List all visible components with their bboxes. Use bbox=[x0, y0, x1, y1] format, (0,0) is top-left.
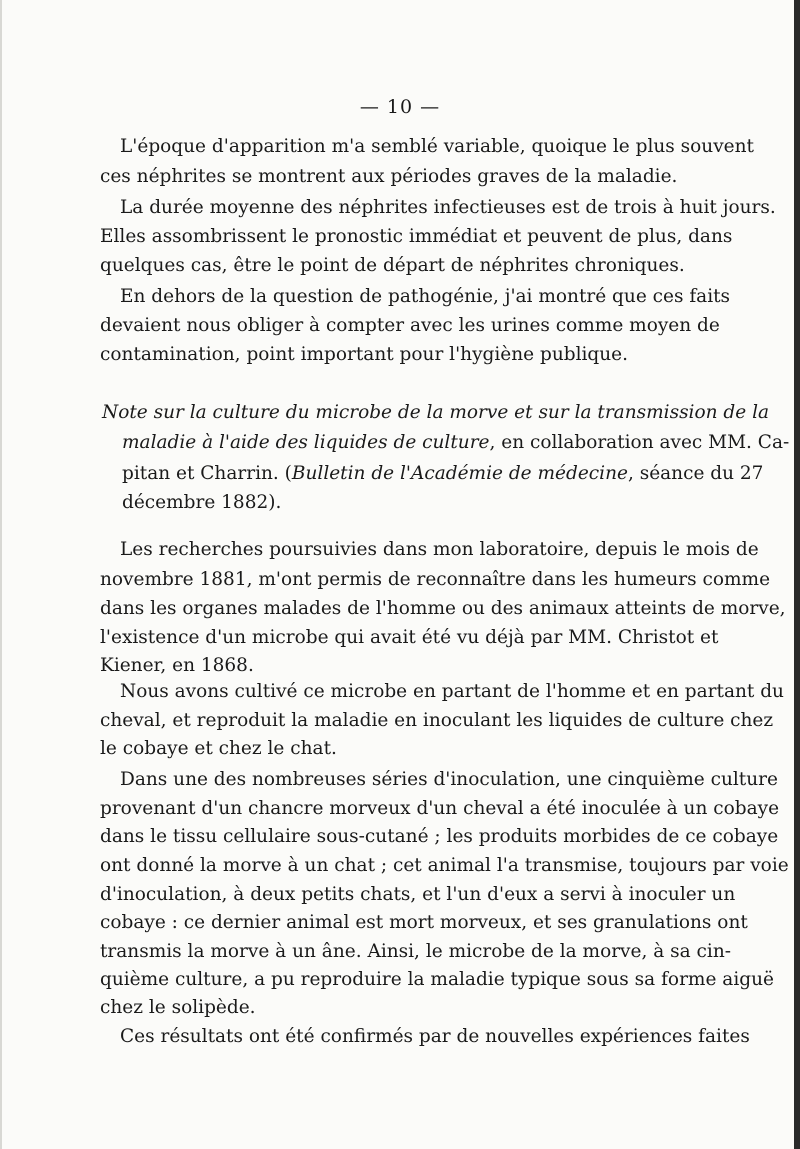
text-line: Ces résultats ont été confirmés par de nouvelles expériences faites bbox=[120, 1026, 750, 1047]
text-line: dans les organes malades de l'homme ou des animaux atteints de morve, bbox=[100, 598, 786, 619]
text-line: contamination, point important pour l'hygiène publique. bbox=[100, 344, 629, 365]
note-session: , séance du 27 bbox=[627, 463, 764, 484]
text-line: Kiener, en 1868. bbox=[100, 655, 254, 676]
note-source-line bbox=[122, 459, 764, 489]
page-number: — 10 — bbox=[359, 96, 441, 118]
text-line: ces néphrites se montrent aux périodes graves de la maladie. bbox=[100, 166, 678, 187]
page-edge-right bbox=[794, 0, 800, 1149]
text-line: Nous avons cultivé ce microbe en partant de l'homme et en partant du bbox=[120, 681, 784, 702]
note-title-line: Note sur la culture du microbe de la morve et sur la transmission de la bbox=[102, 402, 770, 423]
note-collaboration: , en collaboration avec MM. Ca- bbox=[489, 432, 790, 453]
text-line: dans le tissu cellulaire sous-cutané ; les produits morbides de ce cobaye bbox=[100, 826, 779, 847]
text-line: Dans une des nombreuses séries d'inoculation, une cinquième culture bbox=[120, 769, 778, 790]
note-authors: pitan et Charrin. ( bbox=[122, 463, 292, 484]
text-line: quelques cas, être le point de départ de néphrites chroniques. bbox=[100, 255, 685, 276]
note-title-line bbox=[122, 428, 790, 458]
text-line: chez le solipède. bbox=[100, 997, 256, 1018]
text-line: L'époque d'apparition m'a semblé variable, quoique le plus souvent bbox=[120, 136, 754, 157]
text-line: Les recherches poursuivies dans mon laboratoire, depuis le mois de bbox=[120, 539, 759, 560]
text-line: cheval, et reproduit la maladie en inoculant les liquides de culture chez bbox=[100, 710, 774, 731]
note-title-italic: maladie à l'aide des liquides de culture bbox=[122, 432, 490, 453]
text-line: quième culture, a pu reproduire la maladie typique sous sa forme aiguë bbox=[100, 969, 774, 990]
text-line: En dehors de la question de pathogénie, j'ai montré que ces faits bbox=[120, 286, 731, 307]
page-edge-left bbox=[0, 0, 2, 1149]
text-line: novembre 1881, m'ont permis de reconnaître dans les humeurs comme bbox=[100, 569, 771, 590]
text-line: Elles assombrissent le pronostic immédiat et peuvent de plus, dans bbox=[100, 226, 733, 247]
text-line: devaient nous obliger à compter avec les urines comme moyen de bbox=[100, 315, 720, 336]
text-line: d'inoculation, à deux petits chats, et l'un d'eux a servi à inoculer un bbox=[100, 884, 736, 905]
text-line: provenant d'un chancre morveux d'un cheval a été inoculée à un cobaye bbox=[100, 798, 780, 819]
note-journal: Bulletin de l'Académie de médecine bbox=[291, 463, 628, 484]
text-line: transmis la morve à un âne. Ainsi, le microbe de la morve, à sa cin- bbox=[100, 941, 731, 962]
text-line: l'existence d'un microbe qui avait été vu déjà par MM. Christot et bbox=[100, 627, 719, 648]
text-line: La durée moyenne des néphrites infectieuses est de trois à huit jours. bbox=[120, 197, 776, 218]
text-line: cobaye : ce dernier animal est mort morveux, et ses granulations ont bbox=[100, 912, 748, 933]
text-line: le cobaye et chez le chat. bbox=[100, 738, 337, 759]
note-date-line: décembre 1882). bbox=[122, 492, 282, 513]
text-line: ont donné la morve à un chat ; cet animal l'a transmise, toujours par voie bbox=[100, 855, 789, 876]
